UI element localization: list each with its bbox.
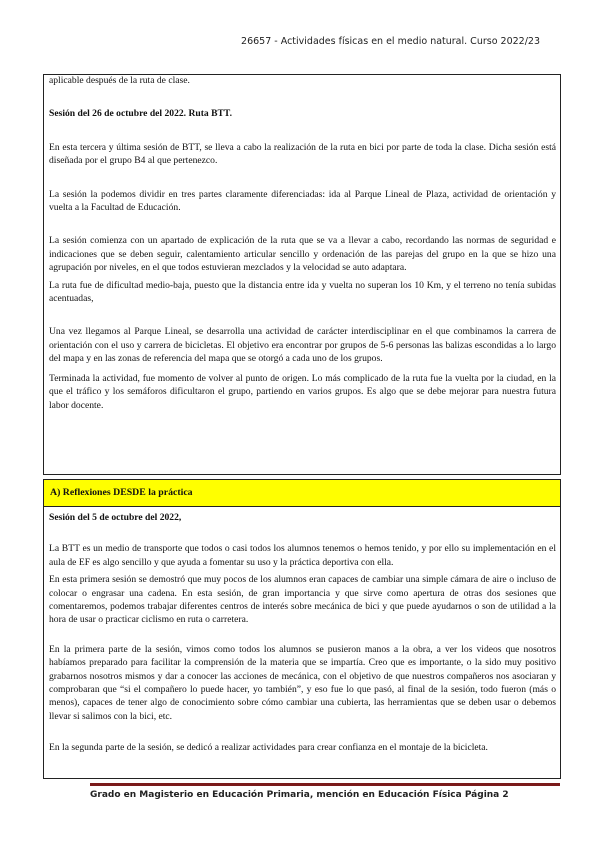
paragraph: En la primera parte de la sesión, vimos como todos los alumnos se pusieron manos a la obra, a ver los videos que nosotros habíamos preparado para facilitar la comprensión de la materia que se impartía. Creo que es importante, o la sido muy positivo grabarnos nosotros mismos y dar a conocer las acciones de mecánica, con el objetivo de que nuestros compañeros nos asociaran y comprobaran que “si el compañero lo puede hacer, yo también”, y eso fue lo que pasó, al final de la sesión, todo fueron (más o menos), capaces de tener algo de conocimiento sobre cómo cambiar una cubierta, las herramientas que se deben usar o debemos llevar si salimos con la bici, etc. <box>49 643 556 722</box>
paragraph: En esta primera sesión se demostró que muy pocos de los alumnos eran capaces de cambiar una simple cámara de aire o incluso de colocar o engrasar una cadena. En esta sesión, de gran importancia y que sirve como apertura de otras dos sesiones que comentaremos, podemos trabajar diferentes centros de interés sobre mecánica de bici y que puede ayudarnos o son de utilidad a la hora de usar o practicar ciclismo en ruta o carretera. <box>49 574 556 626</box>
footer-divider <box>90 783 560 786</box>
paragraph: Una vez llegamos al Parque Lineal, se desarrolla una actividad de carácter interdisciplinar en el que combinamos la carrera de orientación con el uso y carrera de bicicletas. El objetivo era encontrar por grupos de 5-6 personas las balizas escondidas a lo largo del mapa y en las zonas de referencia del mapa que se otorgó a cada uno de los grupos. <box>49 326 556 365</box>
paragraph: En esta tercera y última sesión de BTT, se lleva a cabo la realización de la ruta en bici por parte de toda la clase. Dicha sesión está diseñada por el grupo B4 al que pertenezco. <box>49 141 556 167</box>
content-box-reflections <box>43 479 561 779</box>
paragraph: La BTT es un medio de transporte que todos o casi todos los alumnos tenemos o hemos tenido, y por ello su implementación en el aula de EF es algo sencillo y que ayuda a fomentar su uso y la práctica deportiva con ella. <box>49 543 556 568</box>
paragraph: La sesión la podemos dividir en tres partes claramente diferenciadas: ida al Parque Lineal de Plaza, actividad de orientación y vuelta a la Facultad de Educación. <box>49 188 556 214</box>
session-heading: Sesión del 26 de octubre del 2022. Ruta BTT. <box>49 108 233 120</box>
paragraph: Terminada la actividad, fue momento de volver al punto de origen. Lo más complicado de la ruta fue la vuelta por la ciudad, en la que el tráfico y los semáforos dificultaron el grupo, partiendo en varios grupos. Es algo que se debe mejorar para nuestra futura labor docente. <box>49 372 556 411</box>
session-heading: Sesión del 5 de octubre del 2022, <box>49 512 182 523</box>
paragraph: La sesión comienza con un apartado de explicación de la ruta que se va a llevar a cabo, recordando las normas de seguridad e indicaciones que se deben seguir, calentamiento articular sencillo y ordenación de las parejas del grupo en la que se hizo una agrupación por niveles, en el que todos estuvieran mezclados y la velocidad se auto adaptara. <box>49 235 556 274</box>
paragraph: En la segunda parte de la sesión, se dedicó a realizar actividades para crear confianza en el montaje de la bicicleta. <box>49 742 488 754</box>
continued-text: aplicable después de la ruta de clase. <box>49 75 190 86</box>
paragraph: La ruta fue de dificultad medio-baja, puesto que la distancia entre ida y vuelta no superan los 10 Km, y el terreno no tenía subidas acentuadas, <box>49 279 556 305</box>
running-header: 26657 - Actividades físicas en el medio natural. Curso 2022/23 <box>241 36 540 47</box>
section-band: A) Reflexiones DESDE la práctica <box>44 480 560 507</box>
page-footer: Grado en Magisterio en Educación Primaria, mención en Educación Física Página 2 <box>90 790 509 800</box>
content-box-session-26-oct <box>43 74 561 475</box>
